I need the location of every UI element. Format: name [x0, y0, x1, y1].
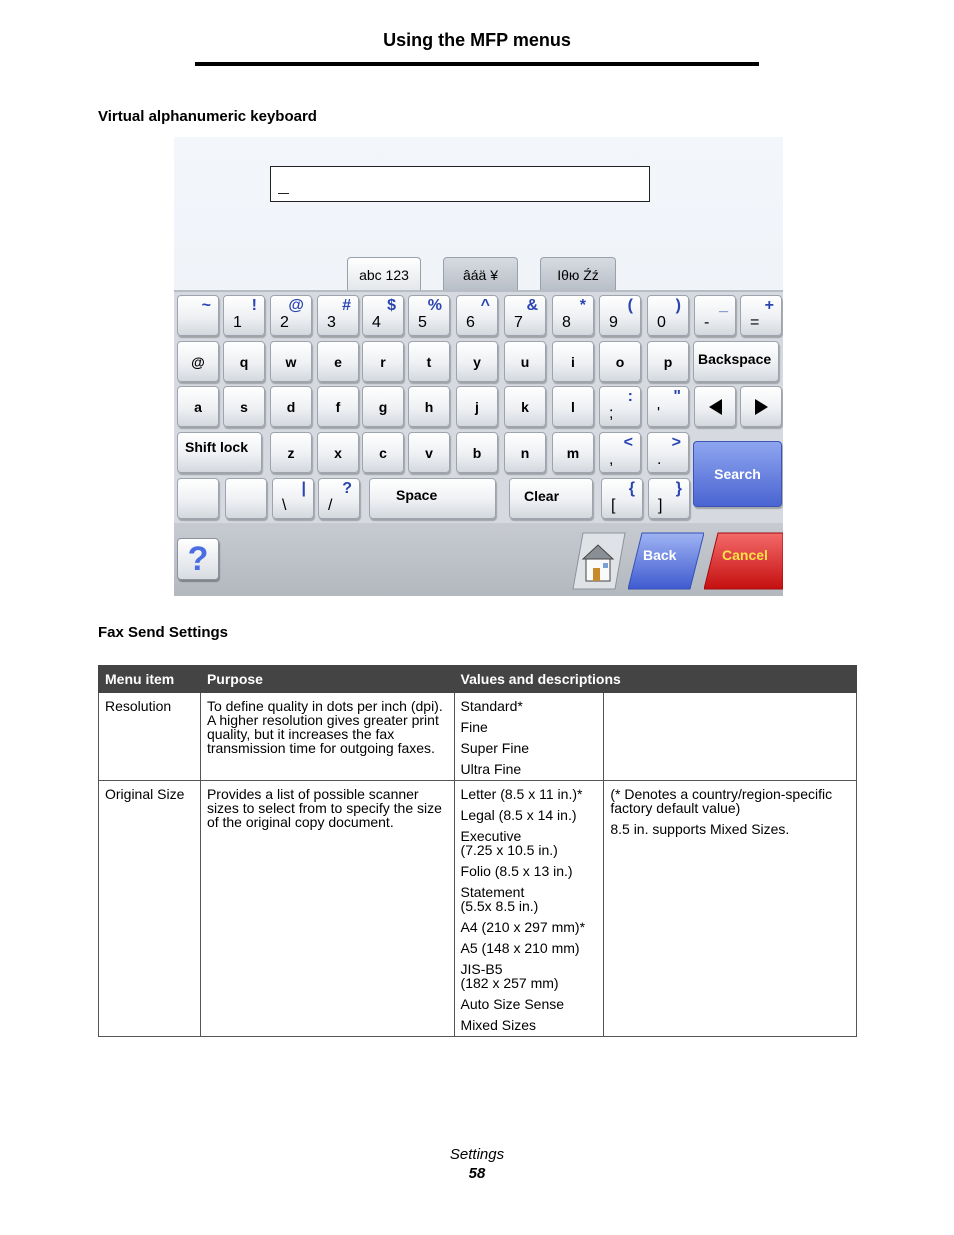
key-bracket-0[interactable]	[601, 478, 643, 519]
key-punct-z-1-upper: >	[671, 434, 681, 451]
key-t-label: t	[426, 353, 432, 370]
search-key-label: Search	[714, 466, 761, 482]
key-number-0-upper: ~	[201, 297, 211, 314]
key-g[interactable]	[362, 386, 404, 427]
key-r[interactable]	[362, 341, 404, 382]
arrow-left-icon	[695, 387, 735, 426]
space-key-label: Space	[396, 487, 438, 503]
key-punct-a-1-upper: "	[673, 388, 681, 405]
value-item: Letter (8.5 x 11 in.)*	[460, 786, 583, 802]
key-number-10-upper: )	[675, 297, 681, 314]
key-z[interactable]	[270, 432, 312, 473]
key-punct-bottom-0-lower: \	[282, 497, 287, 514]
key-number-3-lower: 3	[327, 314, 336, 331]
back-label: Back	[643, 547, 677, 563]
key-number-9-upper: (	[627, 297, 633, 314]
key-number-4-upper: $	[387, 297, 396, 314]
key-s-label: s	[240, 398, 248, 415]
cell-menu-item: Resolution	[99, 693, 201, 781]
key-number-0[interactable]	[177, 295, 219, 336]
cell-menu-item: Original Size	[99, 781, 201, 1037]
key-number-1-upper: !	[251, 297, 257, 314]
key-bracket-0-upper: {	[628, 480, 635, 497]
key-number-3[interactable]	[317, 295, 359, 336]
note-item: 8.5 in. supports Mixed Sizes.	[610, 821, 790, 837]
key-bracket-1-upper: }	[675, 480, 682, 497]
key-s[interactable]	[223, 386, 265, 427]
arrow-left-glyph	[709, 399, 722, 415]
key-u[interactable]	[504, 341, 546, 382]
value-item: Statement (5.5x 8.5 in.)	[460, 884, 539, 914]
shift-lock-label: Shift lock	[185, 439, 249, 455]
key-m-label: m	[566, 444, 580, 461]
arrow-right-key[interactable]	[740, 386, 782, 427]
key-punct-bottom-1-lower: /	[328, 497, 333, 514]
fax-send-settings-table	[98, 665, 857, 1037]
key-bracket-1[interactable]	[648, 478, 690, 519]
key-z-label: z	[287, 444, 295, 461]
key-punct-z-1[interactable]	[647, 432, 689, 473]
key-number-6-upper: ^	[480, 297, 490, 314]
value-item: Super Fine	[460, 740, 530, 756]
key-k-label: k	[521, 398, 529, 415]
clear-key-label: Clear	[524, 488, 560, 504]
key-punct-a-0[interactable]	[599, 386, 641, 427]
key-i[interactable]	[552, 341, 594, 382]
key-h[interactable]	[408, 386, 450, 427]
value-item: Folio (8.5 x 13 in.)	[460, 863, 573, 879]
cancel-label: Cancel	[722, 547, 768, 563]
value-item: Ultra Fine	[460, 761, 522, 777]
key-punct-a-0-upper: :	[627, 388, 633, 405]
help-button[interactable]	[177, 538, 219, 580]
key-punct-z-0[interactable]	[599, 432, 641, 473]
key-number-3-upper: #	[342, 297, 351, 314]
key-a[interactable]	[177, 386, 219, 427]
cell-purpose: To define quality in dots per inch (dpi). A higher resolution gives greater print quality, but it increases the fax transmission time for outgoing faxes.	[200, 693, 454, 781]
tab-cyrillic-polish[interactable]: Ιθю Źź	[540, 257, 616, 291]
arrow-right-glyph	[755, 399, 768, 415]
key-d-label: d	[286, 398, 296, 415]
key-number-4[interactable]	[362, 295, 404, 336]
backspace-key[interactable]	[693, 341, 779, 382]
fax-section-title: Fax Send Settings	[98, 624, 229, 641]
text-cursor	[278, 193, 289, 194]
key-y[interactable]	[456, 341, 498, 382]
key-n-label: n	[520, 444, 530, 461]
key-x[interactable]	[317, 432, 359, 473]
cell-values	[454, 781, 604, 1037]
key-g-label: g	[378, 398, 388, 415]
space-key[interactable]	[369, 478, 496, 519]
key-l[interactable]	[552, 386, 594, 427]
key-x-label: x	[334, 444, 342, 461]
key-b-label: b	[472, 444, 482, 461]
key-number-6-lower: 6	[466, 314, 475, 331]
key-punct-bottom-1[interactable]	[318, 478, 360, 519]
keyboard-keys-area	[174, 290, 783, 525]
key-u-label: u	[520, 353, 530, 370]
key-number-2-upper: @	[288, 297, 304, 314]
virtual-keyboard-screenshot	[174, 137, 783, 596]
key-r-label: r	[380, 353, 386, 370]
table-row	[99, 693, 857, 781]
key-d[interactable]	[270, 386, 312, 427]
key-number-4-lower: 4	[372, 314, 381, 331]
key-number-2-lower: 2	[280, 314, 289, 331]
blank-key-2[interactable]	[225, 478, 267, 519]
table-row	[99, 781, 857, 1037]
footer-page-number: 58	[468, 1165, 486, 1182]
cell-values	[454, 693, 604, 781]
key-punct-bottom-0-upper: |	[301, 480, 306, 497]
shift-lock-key[interactable]	[177, 432, 262, 473]
key-punct-a-0-lower: ;	[609, 405, 614, 422]
key-b[interactable]	[456, 432, 498, 473]
key-number-8-upper: *	[579, 297, 586, 314]
key-p[interactable]	[647, 341, 689, 382]
key-punct-bottom-0[interactable]	[272, 478, 314, 519]
key-n[interactable]	[504, 432, 546, 473]
key-number-8-lower: 8	[562, 314, 571, 331]
blank-key-1[interactable]	[177, 478, 219, 519]
key-k[interactable]	[504, 386, 546, 427]
key-bracket-0-lower: [	[611, 497, 616, 514]
key-number-6[interactable]	[456, 295, 498, 336]
key-f-label: f	[335, 398, 341, 415]
key-number-12-lower: =	[750, 314, 760, 331]
header-rule	[195, 62, 759, 66]
key-l-label: l	[571, 398, 575, 415]
search-key[interactable]	[693, 441, 782, 507]
key-number-9[interactable]	[599, 295, 641, 336]
clear-key[interactable]	[509, 478, 593, 519]
keyboard-bottom-bar	[174, 523, 783, 596]
key-w-label: w	[285, 353, 297, 370]
key-c[interactable]	[362, 432, 404, 473]
key-q-label: q	[239, 353, 249, 370]
key-number-12-upper: +	[764, 297, 774, 314]
cell-notes	[604, 693, 857, 781]
key-number-8[interactable]	[552, 295, 594, 336]
key-f[interactable]	[317, 386, 359, 427]
header-menu-item: Menu item	[99, 666, 201, 693]
value-item: Standard*	[460, 698, 523, 714]
key-v[interactable]	[408, 432, 450, 473]
key-number-7-upper: &	[526, 297, 538, 314]
footer-section: Settings	[449, 1146, 505, 1163]
value-item: Auto Size Sense	[460, 996, 565, 1012]
header-purpose: Purpose	[200, 666, 454, 693]
table-header-row	[99, 666, 857, 693]
backspace-key-label: Backspace	[698, 351, 772, 367]
key-y-label: y	[473, 353, 481, 370]
key-number-1[interactable]	[223, 295, 265, 336]
value-item: Mixed Sizes	[460, 1017, 536, 1033]
key-o[interactable]	[599, 341, 641, 382]
page-header-title: Using the MFP menus	[383, 30, 571, 50]
tab-abc-123[interactable]: abc 123	[347, 257, 421, 291]
key-j[interactable]	[456, 386, 498, 427]
key-c-label: c	[379, 444, 387, 461]
key-p-label: p	[663, 353, 673, 370]
key-number-1-lower: 1	[233, 314, 242, 331]
arrow-left-key[interactable]	[694, 386, 736, 427]
key-punct-z-1-lower: .	[657, 451, 662, 468]
header-values: Values and descriptions	[454, 666, 856, 693]
tab-accented[interactable]: âáä ¥	[443, 257, 518, 291]
keyboard-text-input[interactable]	[270, 166, 650, 202]
value-item: Legal (8.5 x 14 in.)	[460, 807, 577, 823]
cell-notes	[604, 781, 857, 1037]
key-number-9-lower: 9	[609, 314, 618, 331]
key-punct-a-1[interactable]	[647, 386, 689, 427]
key-number-7-lower: 7	[514, 314, 523, 331]
key-bracket-1-lower: ]	[658, 497, 663, 514]
key-w[interactable]	[270, 341, 312, 382]
key-number-5-lower: 5	[418, 314, 427, 331]
value-item: Fine	[460, 719, 488, 735]
key-o-label: o	[615, 353, 625, 370]
key-number-11[interactable]	[694, 295, 736, 336]
key-punct-z-0-lower: ,	[609, 451, 614, 468]
key-number-10[interactable]	[647, 295, 689, 336]
help-icon: ?	[187, 539, 209, 578]
key-j-label: j	[475, 398, 479, 415]
key-number-7[interactable]	[504, 295, 546, 336]
key-e[interactable]	[317, 341, 359, 382]
key-i-label: i	[571, 353, 575, 370]
value-item: A4 (210 x 297 mm)*	[460, 919, 586, 935]
key-a-label: a	[194, 398, 202, 415]
key-number-10-lower: 0	[657, 314, 666, 331]
home-button[interactable]	[571, 531, 626, 591]
key-at[interactable]	[177, 341, 219, 382]
key-number-5-upper: %	[427, 297, 442, 314]
value-item: JIS-B5 (182 x 257 mm)	[460, 961, 559, 991]
key-v-label: v	[425, 444, 433, 461]
key-h-label: h	[424, 398, 434, 415]
value-item: A5 (148 x 210 mm)	[460, 940, 580, 956]
key-punct-z-0-upper: <	[623, 434, 633, 451]
keyboard-section-title: Virtual alphanumeric keyboard	[98, 108, 317, 125]
key-punct-a-1-lower: '	[657, 405, 661, 422]
key-number-11-upper: _	[719, 297, 728, 314]
key-m[interactable]	[552, 432, 594, 473]
value-item: Executive (7.25 x 10.5 in.)	[460, 828, 558, 858]
key-at-label: @	[191, 353, 205, 370]
key-punct-bottom-1-upper: ?	[342, 480, 352, 497]
key-number-11-lower: -	[704, 314, 710, 331]
note-item: (* Denotes a country/region-specific factory default value)	[610, 786, 833, 816]
key-number-2[interactable]	[270, 295, 312, 336]
key-t[interactable]	[408, 341, 450, 382]
arrow-right-icon	[741, 387, 781, 426]
cell-purpose: Provides a list of possible scanner sizes to select from to specify the size of the original copy document.	[200, 781, 454, 1037]
key-e-label: e	[334, 353, 342, 370]
key-q[interactable]	[223, 341, 265, 382]
key-number-5[interactable]	[408, 295, 450, 336]
key-number-12[interactable]	[740, 295, 782, 336]
